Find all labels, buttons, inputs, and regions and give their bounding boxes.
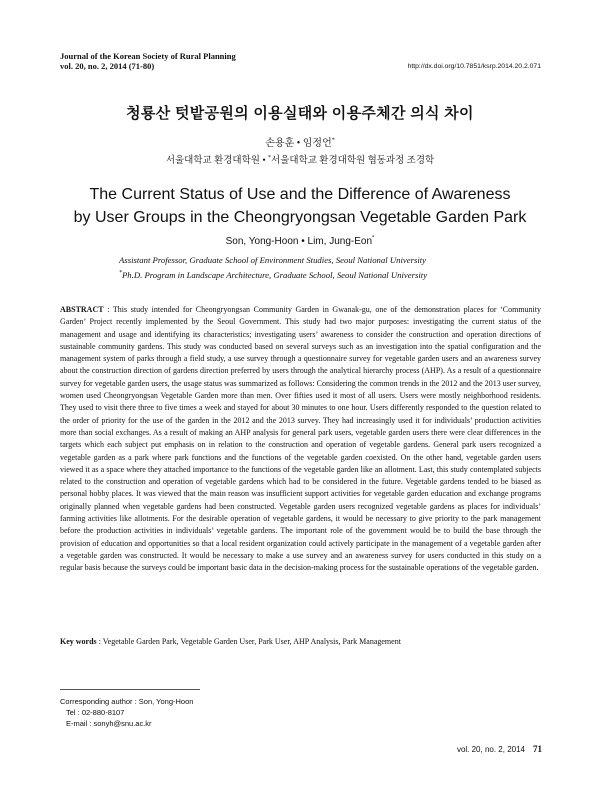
korean-authors <box>0 134 600 149</box>
english-affiliation-2: Ph.D. Program in Landscape Architecture, Graduate School, Seoul National University <box>122 270 428 280</box>
journal-header <box>60 51 236 71</box>
email[interactable]: E-mail : sonyh@snu.ac.kr <box>66 719 152 728</box>
english-affiliation-mark: * <box>119 270 122 277</box>
english-author-mark: * <box>372 235 375 242</box>
english-title <box>0 183 600 229</box>
correspondence <box>60 696 193 729</box>
english-affiliation-2-line <box>119 268 427 283</box>
english-authors <box>0 236 600 247</box>
page-footer <box>457 744 542 754</box>
korean-affiliation-mark: * <box>268 154 272 161</box>
korean-author-mark: * <box>331 137 335 144</box>
korean-affiliation <box>0 152 600 166</box>
abstract <box>60 304 541 575</box>
corresponding-author: Corresponding author : Son, Yong-Hoon <box>60 697 194 706</box>
korean-author-names: 손용훈 • 임정언 <box>265 138 332 149</box>
keywords <box>60 636 541 647</box>
footnote-divider <box>60 689 200 690</box>
keywords-text: : Vegetable Garden Park, Vegetable Garden User, Park User, AHP Analysis, Park Management <box>98 637 401 646</box>
page-number: 71 <box>533 744 542 754</box>
english-author-names: Son, Yong-Hoon • Lim, Jung-Eon <box>225 236 373 247</box>
doi-link[interactable]: http://dx.doi.org/10.7851/ksrp.2014.20.2.071 <box>407 63 541 70</box>
abstract-label: ABSTRACT <box>60 305 104 314</box>
english-affiliations <box>119 253 427 283</box>
keywords-label: Key words <box>60 637 97 646</box>
english-title-line-1: The Current Status of Use and the Difference of Awareness <box>89 186 511 203</box>
korean-affiliation-2: 서울대학교 환경대학원 협동과정 조경학 <box>271 156 435 166</box>
korean-affiliation-1: 서울대학교 환경대학원 • <box>165 156 269 166</box>
english-title-line-2: by User Groups in the Cheongryongsan Vegetable Garden Park <box>73 209 527 226</box>
korean-title: 청룡산 텃밭공원의 이용실태와 이용주체간 의식 차이 <box>126 105 474 122</box>
telephone: Tel : 02-880-8107 <box>66 708 125 717</box>
journal-name: Journal of the Korean Society of Rural Planning <box>60 51 236 61</box>
abstract-text: : This study intended for Cheongryongsan Community Garden in Gwanak-gu, one of the demonstration places for ‘Community Garden’ Project recently implemented by the Seoul Government. This study had two major purposes: investigating the current status of the management and usage and identifying its characteristics; investigating users’ awareness to consider the construction and operation directions of sustainable community gardens. This study was conducted based on several surveys such as an investigation into the spatial configuration and the management system of parks through a field study, a use survey through a questionnaire survey for vegetable garden users and an awareness survey about the construction direction of gardens direction preferred by users through the analytical hierarchy process (AHP). As a result of a questionnaire survey for vegetable garden users, the usage status was summarized as follows: Considering the common trends in the 2012 and the 2013 user survey, women used Cheongryongsan Vegetable Garden more than men. Over fifties used it most of all users. Users were mostly neighborhood residents. They used to visit there three to five times a week and stayed for about 30 minutes to one hour. Users differently responded to the question related to the order of priority for the use of the garden in the 2012 and the 2013 survey. They had increasingly used it for individuals’ production activities more than social exchanges. As a result of making an AHP analysis for general park users, vegetable garden users there were clear differences in the targets which each subject put emphasis on in relation to the construction and operation of vegetable gardens. General park users recognized a vegetable garden as a park where park functions and the functions of the vegetable garden coexisted. On the other hand, vegetable garden users viewed it as a space where they attached importance to the functions of the vegetable garden like an allotment. Last, this study contemplated subjects related to the construction and operation of vegetable gardens which had to be considered in the future. Vegetable gardens tended to be biased as personal hobby places. It was viewed that the main reason was insufficient support activities for vegetable garden education and exchange programs originally planned when vegetable gardens had been constructed. Vegetable garden users recognized vegetable gardens as places for individuals’ farming activities like allotments. For the desirable operation of vegetable gardens, it would be necessary to give priority to the park management before the production activities in individuals’ vegetable gardens. The important role of the government would be to build the base through the provision of education and opportunities so that a local resident organization could actively participate in the management of a vegetable garden after a vegetable garden was constructed. It would be necessary to make a use survey and an awareness survey for users conducted in this study on a regular basis because the surveys could be important basic data in the decision-making process for the sustainable operations of the vegetable garden. <box>60 305 542 573</box>
footer-issue: vol. 20, no. 2, 2014 <box>456 745 525 754</box>
volume-info: vol. 20, no. 2, 2014 (71-80) <box>60 61 155 71</box>
english-affiliation-1: Assistant Professor, Graduate School of Environment Studies, Seoul National University <box>119 255 427 265</box>
